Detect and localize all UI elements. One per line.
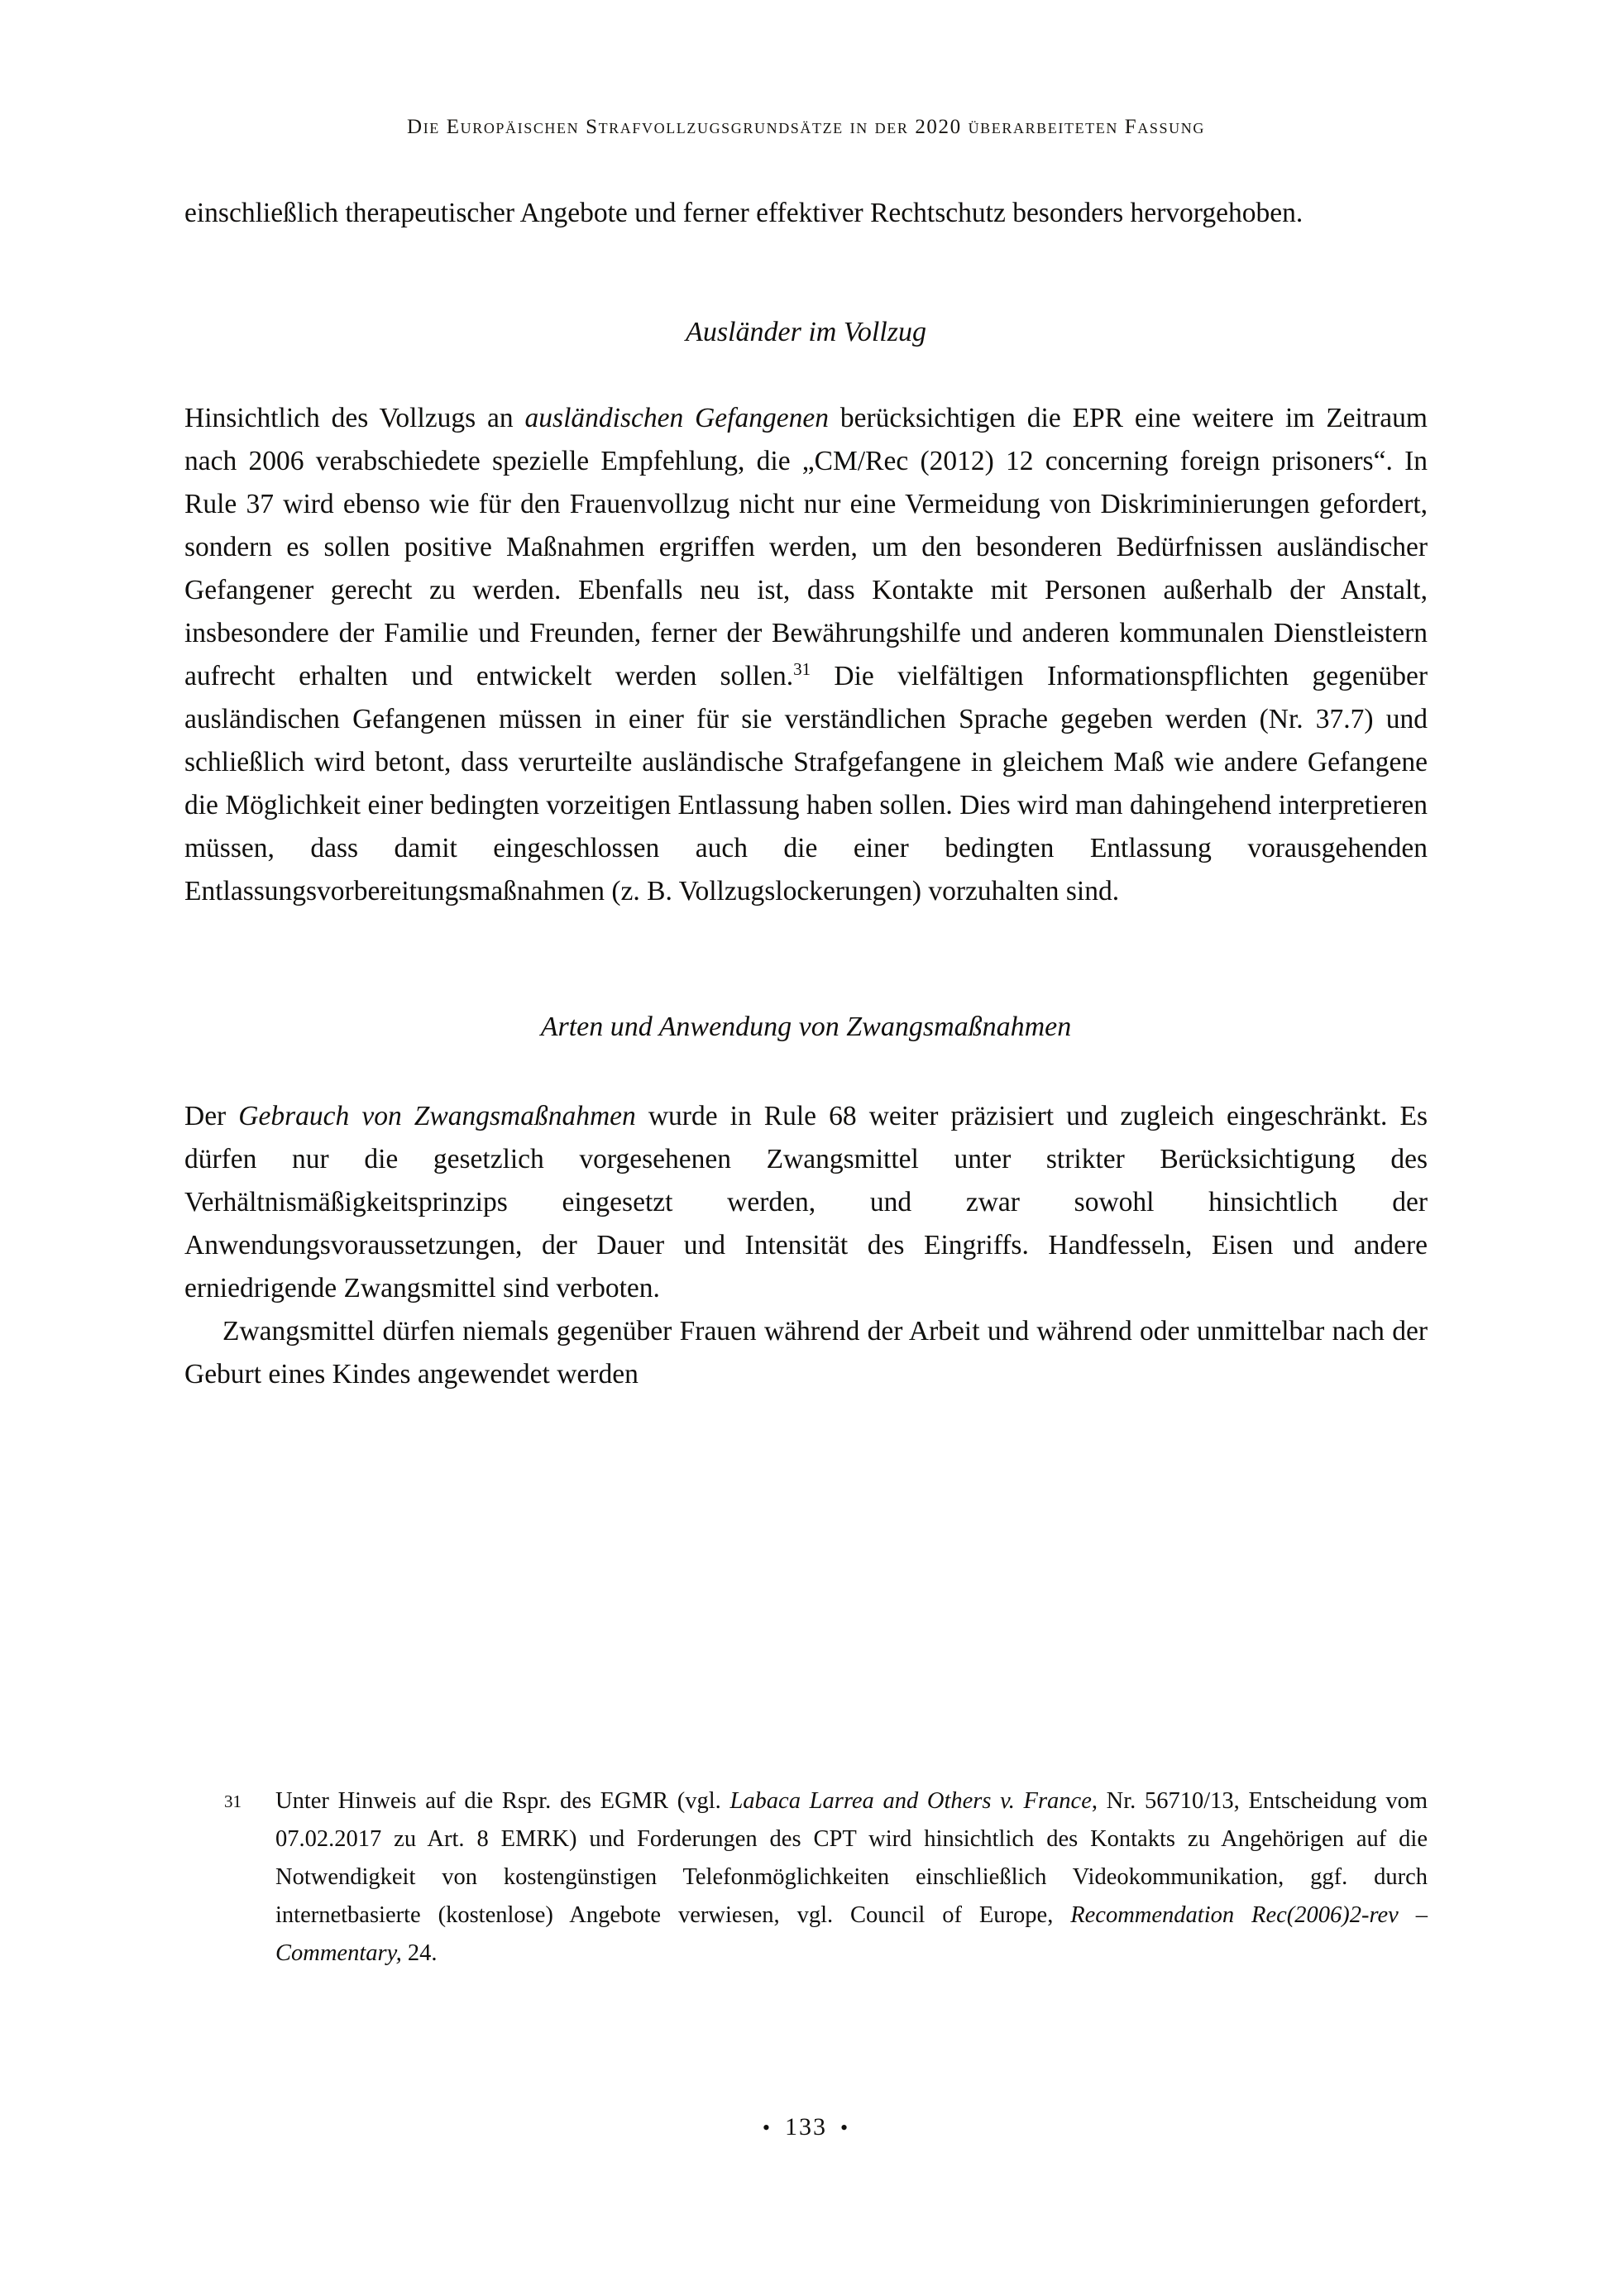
text-run: Hinsichtlich des Vollzugs an (184, 403, 525, 433)
emphasis-recommendation-title: Recommendation Rec(2006)2-rev – Commentary, (275, 1902, 1428, 1966)
section-heading-auslaender: Ausländer im Vollzug (686, 317, 926, 347)
text-run: , Nr. 56710/13, Entscheidung vom 07.02.2017 zu Art. 8 EMRK) und Forderungen des CPT wird hinsichtlich des Kontakts zu Angehörigen auf die Notwendigkeit von kostengünstigen Telefonmöglichkeiten einschließlich Videokommunikation, ggf. durch internetbasierte (kostenlose) Angebote verwiesen, vgl. Council of Europe, (275, 1788, 1428, 1928)
spacer (184, 913, 1428, 1006)
page-folio (0, 2113, 1612, 2141)
running-head: Die Europäischen Strafvollzugsgrundsätze in der 2020 überarbeiteten Fassung (407, 116, 1205, 138)
text-run: Die vielfältigen Informationspflichten gegenüber ausländischen Gefangenen müssen in einer für sie verständlichen Sprache gegeben werden (Nr. 37.7) und schließlich wird betont, dass verurteilte ausländische Strafgefangene in gleichem Maß wie andere Gefangene die Möglichkeit einer bedingten vorzeitigen Entlassung haben sollen. Dies wird man dahingehend interpretieren müssen, dass damit eingeschlossen auch die einer bedingten Entlassung vorausgehenden Entlassungsvorbereitungsmaßnahmen (z. B. Vollzugslockerungen) vorzuhalten sind. (184, 661, 1428, 906)
spacer (184, 354, 1428, 397)
text-run: wurde in Rule 68 weiter präzisiert und zugleich eingeschränkt. Es dürfen nur die gesetzlich vorgesehenen Zwangsmittel unter strikter Berücksichtigung des Verhältnismäßigkeitsprinzips eingesetzt werden, und zwar sowohl hinsichtlich der Anwendungsvoraussetzungen, der Dauer und Intensität des Eingriffs. Handfesseln, Eisen und andere erniedrigende Zwangsmittel sind verboten. (184, 1101, 1428, 1303)
spacer (184, 1049, 1428, 1095)
paragraph-auslaender (184, 397, 1428, 913)
text-run: berücksichtigen die EPR eine weitere im Zeitraum nach 2006 verabschiedete spezielle Empfehlung, die „CM/Rec (2012) 12 concerning foreign prisoners“. In Rule 37 wird ebenso wie für den Frauenvollzug nicht nur eine Vermeidung von Diskriminierungen gefordert, sondern es sollen positive Maßnahmen ergriffen werden, um den besonderen Bedürfnissen ausländischer Gefangener gerecht zu werden. Ebenfalls neu ist, dass Kontakte mit Personen außerhalb der Anstalt, insbesondere der Familie und Freunden, ferner der Bewährungshilfe und anderen kommunalen Dienstleistern aufrecht erhalten und entwickelt werden sollen. (184, 403, 1428, 691)
page-number: 133 (785, 2113, 827, 2141)
page-content (184, 192, 1428, 1396)
paragraph-zwangsmittel-frauen: Zwangsmittel dürfen niemals gegenüber Frauen während der Arbeit und während oder unmittelbar nach der Geburt eines Kindes angewendet werden (184, 1316, 1428, 1390)
paragraph-continuation: einschließlich therapeutischer Angebote und ferner effektiver Rechtschutz besonders hervorgehoben. (184, 198, 1303, 228)
section-heading-zwangsmassnahmen: Arten und Anwendung von Zwangsmaßnahmen (540, 1012, 1072, 1042)
footnote-31 (184, 1782, 1428, 1973)
text-run: Unter Hinweis auf die Rspr. des EGMR (vgl. (275, 1788, 730, 1814)
folio-dot-right: • (840, 2116, 850, 2140)
footnote-area (184, 1782, 1428, 1973)
emphasis-gebrauch-von-zwangsmassnahmen: Gebrauch von Zwangsmaßnahmen (238, 1101, 636, 1131)
paragraph-zwangsmassnahmen (184, 1095, 1428, 1310)
text-run: Der (184, 1101, 239, 1131)
spacer (184, 235, 1428, 311)
text-run: 24. (401, 1940, 438, 1966)
folio-dot-left: • (762, 2116, 772, 2140)
emphasis-auslaendischen-gefangenen: ausländischen Gefangenen (524, 403, 829, 433)
footnote-number: 31 (224, 1791, 242, 1811)
footnote-reference-31[interactable]: 31 (793, 658, 811, 679)
emphasis-case-name: Labaca Larrea and Others v. France (729, 1788, 1092, 1814)
